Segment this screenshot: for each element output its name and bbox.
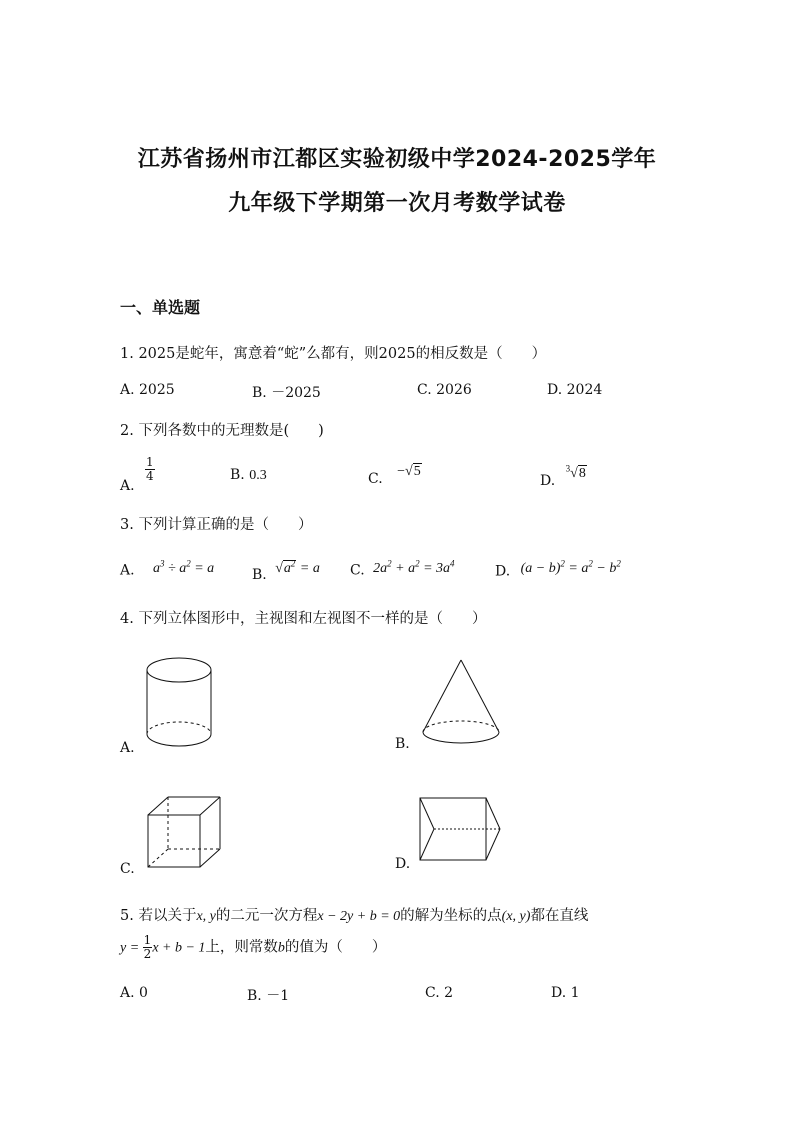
document-title-line2: 九年级下学期第一次月考数学试卷 — [228, 191, 566, 216]
q2-option-d[interactable]: D. $^3$√8 — [540, 463, 586, 489]
q1-option-a[interactable]: A. 2025 — [120, 382, 175, 398]
question-number: 3. — [120, 517, 134, 533]
q2-option-a[interactable]: A. $\frac{1}{4}$ — [120, 455, 154, 494]
q2-option-c[interactable]: C. −√5 — [368, 464, 421, 487]
q4-option-c-label[interactable]: C. — [120, 861, 135, 877]
document-title-line1: 江苏省扬州市江都区实验初级中学2024-2025学年 — [137, 147, 657, 172]
question-number: 2. — [120, 423, 134, 439]
cylinder-figure — [145, 656, 217, 752]
question-text: 下列计算正确的是（ ） — [138, 517, 313, 533]
q4-option-a-label[interactable]: A. — [120, 740, 135, 756]
section-heading: 一、单选题 — [120, 298, 201, 317]
question-text: 下列立体图形中，主视图和左视图不一样的是（ ） — [138, 611, 487, 627]
q1-option-c[interactable]: C. 2026 — [417, 382, 472, 398]
q2-option-b[interactable]: B. 0.3 — [230, 467, 267, 483]
q5-option-c[interactable]: C. 2 — [425, 985, 454, 1001]
q4-option-b-label[interactable]: B. — [395, 736, 410, 752]
q5-option-a[interactable]: A. 0 — [120, 985, 148, 1001]
question-text: 2025是蛇年，寓意着“蛇”么都有，则2025的相反数是（ ） — [138, 346, 547, 362]
question-5-line1: 5. 若以关于x, y的二元一次方程x − 2y + b = 0的解为坐标的点(x, y)都在直线 — [120, 908, 589, 924]
cone-figure — [420, 658, 504, 748]
question-4 — [120, 607, 486, 628]
q1-option-b[interactable]: B. －2025 — [252, 385, 321, 401]
question-number: 4. — [120, 611, 134, 627]
q5-option-d[interactable]: D. 1 — [551, 985, 580, 1001]
question-text: 下列各数中的无理数是( ) — [138, 423, 324, 439]
question-number: 1. — [120, 346, 134, 362]
q4-option-d-label[interactable]: D. — [395, 856, 411, 872]
question-5-line2: y = $\frac{1}{2}$ x + b − 1上，则常数b的值为（ ） — [120, 933, 387, 961]
q3-option-d[interactable]: D. $(a - b)^2 = a^2 - b^2$ — [495, 558, 621, 580]
q5-option-b[interactable]: B. －1 — [247, 988, 290, 1004]
question-3 — [120, 513, 312, 534]
question-number: 5. — [120, 908, 134, 924]
q3-option-c[interactable]: C. $2a^2 + a^2 = 3a^4$ — [350, 558, 455, 579]
triangular-prism-figure — [418, 796, 506, 866]
question-1 — [120, 342, 546, 363]
q3-option-a[interactable]: A. $a^3 \div a^2 = a$ — [120, 558, 215, 579]
question-2 — [120, 419, 324, 440]
q3-option-b[interactable]: B. $√a^2 = a$ — [252, 558, 320, 583]
cube-figure — [146, 795, 226, 875]
q1-option-d[interactable]: D. 2024 — [547, 382, 603, 398]
